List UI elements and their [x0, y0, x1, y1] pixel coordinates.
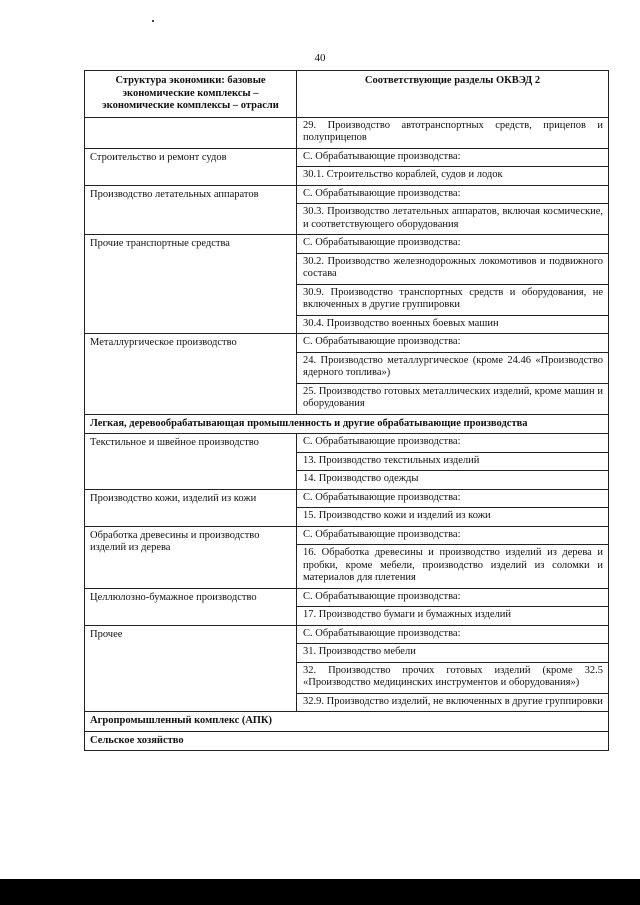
scan-bottom-edge — [0, 879, 640, 905]
okved-entry: 30.4. Производство военных боевых машин — [297, 315, 608, 334]
table-body — [85, 117, 609, 751]
okved-sections-cell — [297, 588, 609, 625]
okved-entry: С. Обрабатывающие производства: — [303, 187, 461, 199]
table-row — [85, 588, 609, 625]
okved-entry: 30.2. Производство железнодорожных локомотивов и подвижного состава — [297, 253, 608, 284]
okved-entry: 25. Производство готовых металлических изделий, кроме машин и оборудования — [297, 383, 608, 414]
okved-entry: 14. Производство одежды — [297, 470, 608, 489]
page-number: 40 — [314, 52, 326, 64]
okved-sections-cell — [297, 526, 609, 588]
okved-sections-cell — [297, 235, 609, 334]
okved-sections-cell — [297, 148, 609, 185]
table-row — [85, 334, 609, 415]
okved-entry: С. Обрабатывающие производства: — [303, 336, 461, 347]
okved-sections-cell — [297, 185, 609, 235]
okved-entry: С. Обрабатывающие производства: — [303, 436, 461, 447]
sector-name: Текстильное и швейное производство — [85, 434, 297, 490]
section-row — [85, 731, 609, 751]
section-heading: Легкая, деревообрабатывающая промышленность и другие обрабатывающие производства — [85, 414, 609, 434]
okved-entry: 31. Производство мебели — [297, 643, 608, 662]
okved-entry: 15. Производство кожи и изделий из кожи — [297, 507, 608, 526]
sector-name: Производство летательных аппаратов — [85, 185, 297, 235]
table-row — [85, 148, 609, 185]
okved-entry: 32.9. Производство изделий, не включенных в другие группировки — [297, 693, 608, 712]
table-header-row — [85, 71, 609, 118]
okved-entry: 16. Обработка древесины и производство изделий из дерева и пробки, кроме мебели, производство изделий из соломки и материалов для плетения — [297, 544, 608, 588]
okved-sections-cell — [297, 625, 609, 712]
sector-name: Металлургическое производство — [85, 334, 297, 415]
sector-name: Обработка древесины и производство изделий из дерева — [85, 526, 297, 588]
table-row — [85, 235, 609, 334]
section-heading: Агропромышленный комплекс (АПК) — [85, 712, 609, 732]
section-row — [85, 414, 609, 434]
okved-entry: 32. Производство прочих готовых изделий (кроме 32.5 «Производство медицинских инструментов и оборудования») — [297, 662, 608, 693]
okved-entry: С. Обрабатывающие производства: — [303, 528, 461, 540]
okved-sections-cell — [297, 117, 609, 148]
header-okved-sections: Соответствующие разделы ОКВЭД 2 — [297, 71, 609, 118]
sector-name — [85, 117, 297, 148]
okved-entry: С. Обрабатывающие производства: — [303, 491, 461, 503]
table-row — [85, 185, 609, 235]
sector-name: Прочие транспортные средства — [85, 235, 297, 334]
okved-entry: 29. Производство автотранспортных средств, прицепов и полуприцепов — [303, 119, 603, 143]
okved-entry: С. Обрабатывающие производства: — [303, 627, 461, 639]
okved-entry: 30.3. Производство летательных аппаратов, включая космические, и соответствующего оборудования — [297, 203, 608, 234]
sector-name: Прочее — [85, 625, 297, 712]
okved-sections-cell — [297, 489, 609, 526]
okved-entry: С. Обрабатывающие производства: — [303, 590, 461, 602]
okved-sections-cell — [297, 334, 609, 415]
table-row — [85, 526, 609, 588]
section-heading: Сельское хозяйство — [85, 731, 609, 751]
sector-name: Производство кожи, изделий из кожи — [85, 489, 297, 526]
header-economy-structure: Структура экономики: базовые экономические комплексы – экономические комплексы – отрасли — [85, 71, 297, 118]
okved-entry: С. Обрабатывающие производства: — [303, 237, 461, 248]
okved-entry: 30.9. Производство транспортных средств и оборудования, не включенных в другие группировки — [297, 284, 608, 315]
okved-entry: 30.1. Строительство кораблей, судов и лодок — [297, 166, 608, 185]
sector-name: Целлюлозно-бумажное производство — [85, 588, 297, 625]
table-row — [85, 489, 609, 526]
section-row — [85, 712, 609, 732]
okved-entry: 13. Производство текстильных изделий — [297, 452, 608, 471]
sector-name: Строительство и ремонт судов — [85, 148, 297, 185]
table-row — [85, 625, 609, 712]
okved-sections-cell — [297, 434, 609, 490]
okved-entry: 24. Производство металлургическое (кроме 24.46 «Производство ядерного топлива») — [297, 352, 608, 383]
okved-table — [84, 70, 609, 751]
okved-entry: 17. Производство бумаги и бумажных изделий — [297, 606, 608, 625]
scan-speck — [152, 20, 154, 22]
table-row — [85, 117, 609, 148]
table-row — [85, 434, 609, 490]
okved-entry: С. Обрабатывающие производства: — [303, 150, 461, 162]
